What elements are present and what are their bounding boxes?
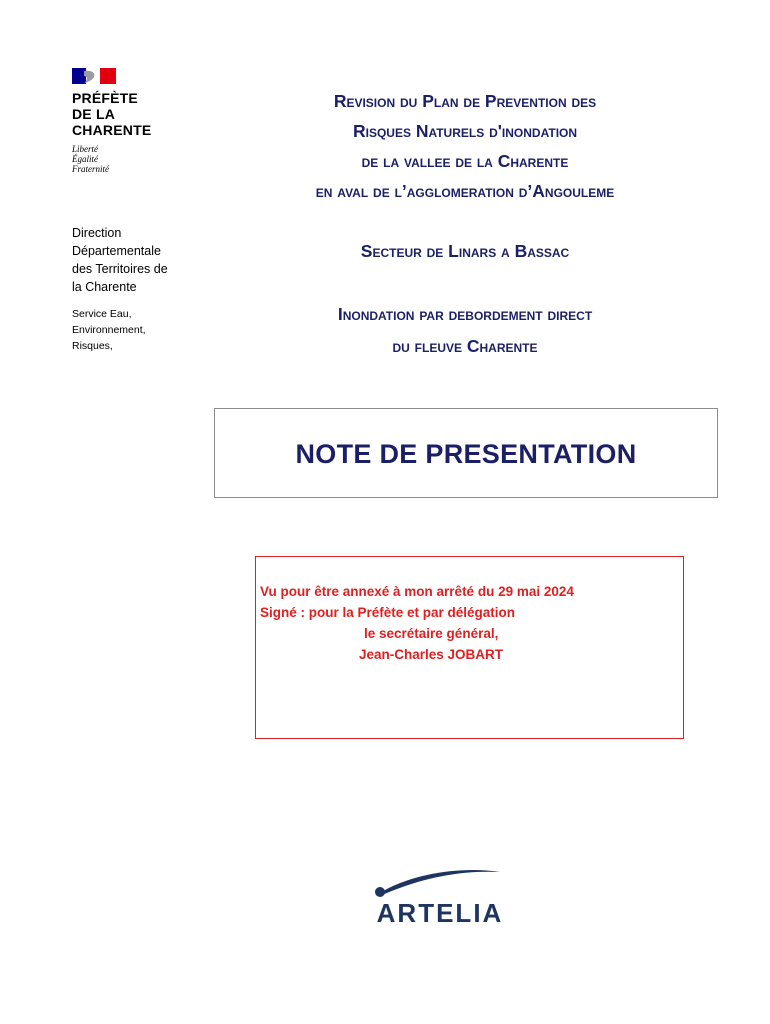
artelia-swoosh-icon bbox=[340, 862, 540, 902]
prefecture-line: CHARENTE bbox=[72, 122, 152, 138]
document-title bbox=[205, 86, 725, 206]
service-line: Service Eau, bbox=[72, 308, 132, 320]
service-name bbox=[72, 306, 202, 354]
title-line: Revision du Plan de Prevention des bbox=[333, 91, 597, 111]
annex-line: le secrétaire général, bbox=[364, 626, 499, 641]
direction-line: Direction bbox=[72, 226, 122, 240]
motto-line: Égalité bbox=[72, 154, 98, 164]
service-info bbox=[72, 224, 202, 354]
title-line: Risques Naturels d'inondation bbox=[352, 121, 578, 141]
prefecture-line: PRÉFÈTE bbox=[72, 90, 138, 106]
direction-line: Départementale bbox=[72, 244, 161, 258]
annex-line: Jean-Charles JOBART bbox=[359, 647, 504, 662]
artelia-logo bbox=[340, 862, 540, 932]
prefecture-line: DE LA bbox=[72, 106, 115, 122]
direction-name bbox=[72, 224, 202, 296]
title-line: en aval de l’agglomeration d’Angouleme bbox=[315, 181, 615, 201]
prefecture-logo bbox=[72, 68, 192, 174]
sector-title bbox=[205, 236, 725, 266]
annex-text bbox=[256, 581, 685, 665]
flood-line: du fleuve Charente bbox=[392, 336, 538, 356]
motto-line: Fraternité bbox=[72, 164, 109, 174]
prefecture-name bbox=[72, 90, 192, 138]
service-line: Environnement, bbox=[72, 324, 146, 336]
annex-line: Signé : pour la Préfète et par délégation bbox=[260, 605, 516, 620]
direction-line: la Charente bbox=[72, 280, 137, 294]
marianne-logo-icon bbox=[72, 68, 116, 86]
motto-line: Liberté bbox=[72, 144, 98, 154]
service-line: Risques, bbox=[72, 340, 113, 352]
artelia-wordmark: ARTELIA bbox=[376, 898, 504, 928]
note-title-box bbox=[214, 408, 718, 498]
direction-line: des Territoires de bbox=[72, 262, 168, 276]
note-title: NOTE DE PRESENTATION bbox=[295, 439, 637, 469]
annex-line: Vu pour être annexé à mon arrêté du 29 mai 2024 bbox=[260, 584, 574, 599]
flood-type-title bbox=[205, 298, 725, 362]
flood-line: Inondation par debordement direct bbox=[337, 304, 593, 324]
sector-line: Secteur de Linars a Bassac bbox=[360, 241, 570, 261]
annex-stamp-box bbox=[255, 556, 684, 739]
title-line: de la vallee de la Charente bbox=[361, 151, 569, 171]
republic-motto bbox=[72, 144, 192, 174]
